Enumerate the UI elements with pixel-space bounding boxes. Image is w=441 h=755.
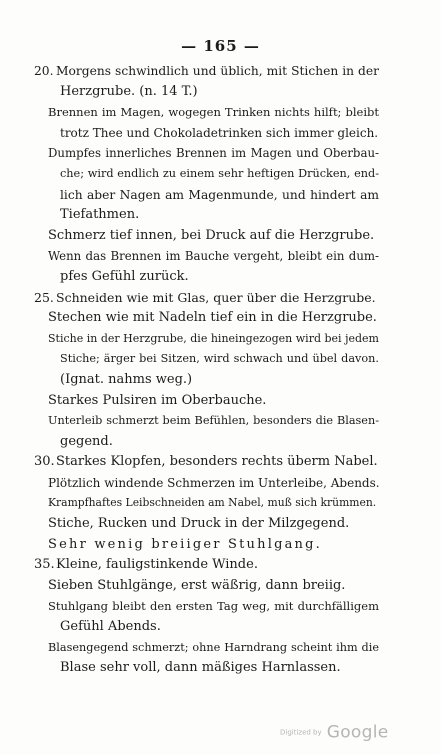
line-text: lich aber Nagen am Magenmunde, und hindert am bbox=[60, 187, 379, 202]
line-text: Stiche, Rucken und Druck in der Milzgegend. bbox=[48, 516, 350, 532]
text-line bbox=[34, 576, 379, 597]
line-text: gegend. bbox=[60, 433, 113, 449]
line-text: Gefühl Abends. bbox=[60, 619, 161, 635]
watermark-prefix: Digitized by bbox=[280, 728, 322, 737]
page-number: — 165 — bbox=[181, 37, 260, 55]
line-text: Stuhlgang bleibt den ersten Tag weg, mit durchfälligem bbox=[48, 599, 379, 614]
line-text: Schmerz tief innen, bei Druck auf die Herzgrube. bbox=[48, 227, 375, 243]
text-line bbox=[34, 226, 379, 247]
line-text: Blasengegend schmerzt; ohne Harndrang scheint ihm die bbox=[48, 640, 379, 654]
line-text: Starkes Pulsiren im Oberbauche. bbox=[48, 392, 267, 408]
line-text: Wenn das Brennen im Bauche vergeht, bleibt ein dum- bbox=[48, 249, 379, 264]
line-text: Stiche in der Herzgrube, die hineingezogen wird bei jedem bbox=[48, 331, 379, 345]
symptom-number: 35. bbox=[34, 557, 55, 573]
text-line bbox=[34, 370, 379, 391]
text-line bbox=[34, 535, 379, 556]
line-text: Schneiden wie mit Glas, quer über die Herzgrube. bbox=[56, 289, 376, 305]
text-line bbox=[34, 349, 379, 370]
text-line bbox=[34, 205, 379, 226]
digitized-watermark bbox=[280, 722, 389, 743]
text-line bbox=[34, 596, 379, 617]
line-text: Plötzlich windende Schmerzen im Unterleibe, Abends. bbox=[48, 475, 380, 490]
line-text: pfes Gefühl zurück. bbox=[60, 268, 189, 284]
line-text: Sehr wenig breiiger Stuhlgang. bbox=[48, 536, 322, 552]
text-line bbox=[34, 391, 379, 412]
text-line bbox=[34, 411, 379, 432]
text-line bbox=[34, 143, 379, 164]
text-line bbox=[34, 432, 379, 453]
numbered-text-line bbox=[34, 61, 379, 82]
text-line bbox=[34, 493, 379, 514]
text-line bbox=[34, 82, 379, 103]
numbered-text-line bbox=[34, 555, 379, 576]
line-text: che; wird endlich zu einem sehr heftigen Drücken, end- bbox=[60, 166, 379, 180]
text-line bbox=[34, 246, 379, 267]
text-line bbox=[34, 308, 379, 329]
line-text: Stiche; ärger bei Sitzen, wird schwach und übel davon. bbox=[60, 352, 379, 366]
page-body bbox=[34, 61, 379, 679]
text-line bbox=[34, 617, 379, 638]
line-text: (Ignat. nahms weg.) bbox=[60, 371, 193, 387]
numbered-text-line bbox=[34, 288, 379, 309]
line-text: Herzgrube. (n. 14 T.) bbox=[60, 83, 198, 99]
line-text: Stechen wie mit Nadeln tief ein in die Herzgrube. bbox=[48, 310, 377, 326]
line-text: Unterleib schmerzt beim Befühlen, besonders die Blasen- bbox=[48, 414, 379, 428]
line-text: Morgens schwindlich und üblich, mit Stichen in der bbox=[56, 64, 379, 78]
text-line bbox=[34, 267, 379, 288]
line-text: Starkes Klopfen, besonders rechts überm Nabel. bbox=[56, 454, 378, 470]
text-line bbox=[34, 185, 379, 206]
line-text: Krampfhaftes Leibschneiden am Nabel, muß sich krümmen. bbox=[48, 496, 377, 510]
watermark-logo: Google bbox=[326, 722, 389, 743]
text-line bbox=[34, 102, 379, 123]
numbered-text-line bbox=[34, 452, 379, 473]
text-line bbox=[34, 514, 379, 535]
line-text: Tiefathmen. bbox=[60, 207, 140, 223]
line-text: Kleine, fauligstinkende Winde. bbox=[56, 557, 258, 573]
text-line bbox=[34, 638, 379, 659]
line-text: trotz Thee und Chokoladetrinken sich immer gleich. bbox=[60, 125, 379, 140]
symptom-number: 25. bbox=[34, 289, 54, 305]
text-line bbox=[34, 164, 379, 185]
symptom-number: 30. bbox=[34, 454, 55, 470]
line-text: Dumpfes innerliches Brennen im Magen und Oberbau- bbox=[48, 146, 379, 161]
text-line bbox=[34, 123, 379, 144]
line-text: Blase sehr voll, dann mäßiges Harnlassen. bbox=[60, 660, 341, 676]
text-line bbox=[34, 658, 379, 679]
line-text: Brennen im Magen, wogegen Trinken nichts hilft; bleibt bbox=[48, 105, 379, 120]
text-line bbox=[34, 473, 379, 494]
line-text: Sieben Stuhlgänge, erst wäßrig, dann breiig. bbox=[48, 577, 346, 593]
symptom-number: 20. bbox=[34, 64, 54, 78]
text-line bbox=[34, 329, 379, 350]
